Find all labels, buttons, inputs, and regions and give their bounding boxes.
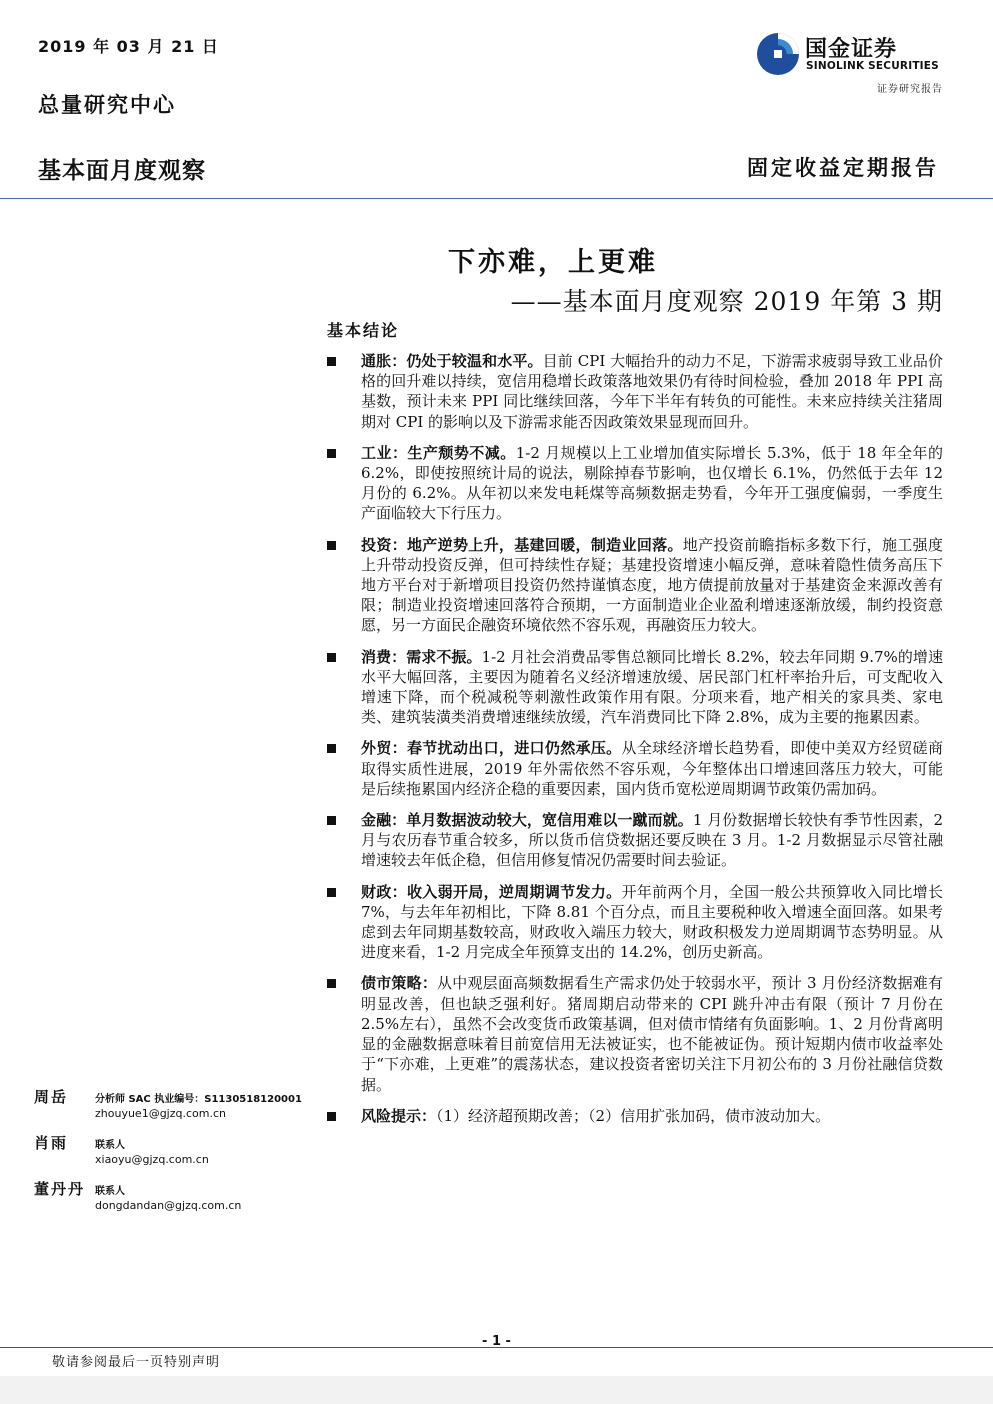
item-lead: 通胀：仍处于较温和水平。 [361, 352, 543, 370]
item-lead: 投资：地产逆势上升，基建回暖，制造业回落。 [361, 535, 683, 554]
conclusion-item-consumption [327, 647, 943, 728]
author-role: 联系人 [95, 1186, 125, 1197]
item-text: 1-2 月社会消费品零售总额同比增长 8.2%，较去年同期 9.7%的增速水平大幅回落，主要因为随着名义经济增速放缓、居民部门杠杆率抬升后，可支配收入增速下降，而个税减税等刺激性政策作用有限。分项来看，地产相关的家具类、家电类、建筑装潢类消费增速继续放缓，汽车消费同比下降 2.8%，成为主要的拖累因素。 [361, 647, 943, 727]
square-bullet-icon [327, 449, 336, 458]
research-center-name: 总量研究中心 [38, 92, 176, 117]
page-bottom-band [0, 1376, 993, 1404]
item-lead: 工业：生产颓势不减。 [361, 443, 516, 462]
logo-name-cn: 国金证券 [805, 37, 898, 62]
item-lead: 风险提示： [361, 1106, 437, 1125]
report-sub-title: ——基本面月度观察 2019 年第 3 期 [510, 287, 943, 316]
square-bullet-icon [327, 888, 336, 897]
conclusion-list [327, 351, 943, 1137]
item-lead: 财政：收入弱开局，逆周期调节发力。 [361, 882, 622, 901]
item-text: 从全球经济增长趋势看，即使中美双方经贸磋商取得实质性进展，2019 年外需依然不容乐观，今年整体出口增速回落压力较大，可能是后续拖累国内经济企稳的重要因素，国内货币宽松逆周期调节政策仍需加码。 [361, 739, 943, 798]
footer-disclaimer: 敬请参阅最后一页特别声明 [52, 1355, 221, 1370]
square-bullet-icon [327, 816, 336, 825]
author-entry [34, 1132, 314, 1178]
item-text: 1-2 月规模以上工业增加值实际增长 5.3%，低于 18 年全年的 6.2%，即使按照统计局的说法，剔除掉春节影响，也仅增长 6.1%，仍然低于去年 12 月份的 6.2%。从年初以来发电耗煤等高频数据走势看，今年开工强度偏弱，一季度生产面临较大下行压力。 [361, 443, 943, 523]
item-text: 地产投资前瞻指标多数下行，施工强度上升带动投资反弹，但可持续性存疑；基建投资增速小幅反弹，意味着隐性债务高压下地方平台对于新增项目投资仍然持谨慎态度，地方债提前放量对于基建资金来源改善有限；制造业投资增速回落符合预期，一方面制造业企业盈利增速逐渐放缓，制约投资意愿，另一方面民企融资环境依然不容乐观，再融资压力较大。 [361, 535, 943, 635]
item-text: 1 月份数据增长较快有季节性因素，2 月与农历春节重合较多，所以货币信贷数据还要反映在 3 月。1-2 月数据显示尽管社融增速较去年低企稳，但信用修复情况仍需要时间去验证。 [361, 811, 943, 870]
item-lead: 金融：单月数据波动较大，宽信用难以一蹴而就。 [361, 811, 693, 830]
item-text: （1）经济超预期改善；（2）信用扩张加码，债市波动加大。 [436, 1106, 831, 1125]
footer-divider [0, 1347, 993, 1348]
author-name: 周岳 [34, 1088, 69, 1106]
square-bullet-icon [327, 979, 336, 988]
author-list [34, 1086, 314, 1224]
report-main-title: 下亦难，上更难 [448, 247, 658, 278]
page-number: - 1 - [482, 1334, 511, 1349]
item-text: 开年前两个月，全国一般公共预算收入同比增长 7%，与去年年初相比，下降 8.81 个百分点，而且主要税种收入增速全面回落。如果考虑到去年同期基数较高，财政收入端压力较大，财政积极发力逆周期调节态势明显。从进度来看，1-2 月完成全年预算支出的 14.2%，创历史新高。 [361, 882, 943, 962]
report-date: 2019 年 03 月 21 日 [38, 37, 219, 56]
author-role: 分析师 SAC 执业编号：S1130518120001 [95, 1094, 302, 1105]
header-divider [0, 198, 993, 199]
item-text: 目前 CPI 大幅抬升的动力不足，下游需求疲弱导致工业品价格的回升难以持续，宽信用稳增长政策落地效果仍有待时间检验，叠加 2018 年 PPI 高基数，预计未来 PPI 同比继续回落，今年下半年有转负的可能性。未来应持续关注猪周期对 CPI 的影响以及下游需求能否因政策效果显现而回升。 [361, 352, 943, 431]
author-role: 联系人 [95, 1140, 125, 1151]
item-lead: 外贸：春节扰动出口，进口仍然承压。 [361, 739, 622, 758]
conclusion-item-inflation [327, 351, 943, 432]
logo-name-en: SINOLINK SECURITIES [806, 60, 939, 72]
author-email[interactable]: zhouyue1@gjzq.com.cn [95, 1107, 226, 1120]
author-email[interactable]: dongdandan@gjzq.com.cn [95, 1199, 242, 1212]
conclusion-item-fiscal [327, 882, 943, 963]
author-name: 董丹丹 [34, 1180, 86, 1198]
conclusion-item-finance [327, 810, 943, 871]
author-entry [34, 1178, 314, 1224]
item-text: 从中观层面高频数据看生产需求仍处于较弱水平，预计 3 月份经济数据难有明显改善，但也缺乏强利好。猪周期启动带来的 CPI 跳升冲击有限（预计 7 月份在 2.5%左右），虽然不会改变货币政策基调，但对债市情绪有负面影响。1、2 月份背离明显的金融数据意味着目前宽信用无法被证实，也不能被证伪。预计短期内债市收益率处于“下亦难，上更难”的震荡状态，建议投资者密切关注下月初公布的 3 月份社融信贷数据。 [361, 974, 943, 1094]
square-bullet-icon [327, 357, 336, 366]
conclusion-item-investment [327, 535, 943, 636]
square-bullet-icon [327, 744, 336, 753]
logo-subtitle: 证券研究报告 [877, 84, 943, 95]
section-title: 基本结论 [327, 321, 400, 340]
item-lead: 债市策略： [361, 974, 438, 993]
conclusion-item-industry [327, 443, 943, 524]
conclusion-item-risk [327, 1106, 943, 1126]
square-bullet-icon [327, 541, 336, 550]
square-bullet-icon [327, 1112, 336, 1121]
author-name: 肖雨 [34, 1134, 69, 1152]
author-email[interactable]: xiaoyu@gjzq.com.cn [95, 1153, 209, 1166]
report-type: 固定收益定期报告 [747, 155, 939, 180]
conclusion-item-trade [327, 738, 943, 799]
conclusion-item-bond-strategy [327, 973, 943, 1094]
author-entry [34, 1086, 314, 1132]
item-lead: 消费：需求不振。 [361, 647, 482, 666]
column-title: 基本面月度观察 [38, 158, 206, 184]
square-bullet-icon [327, 653, 336, 662]
